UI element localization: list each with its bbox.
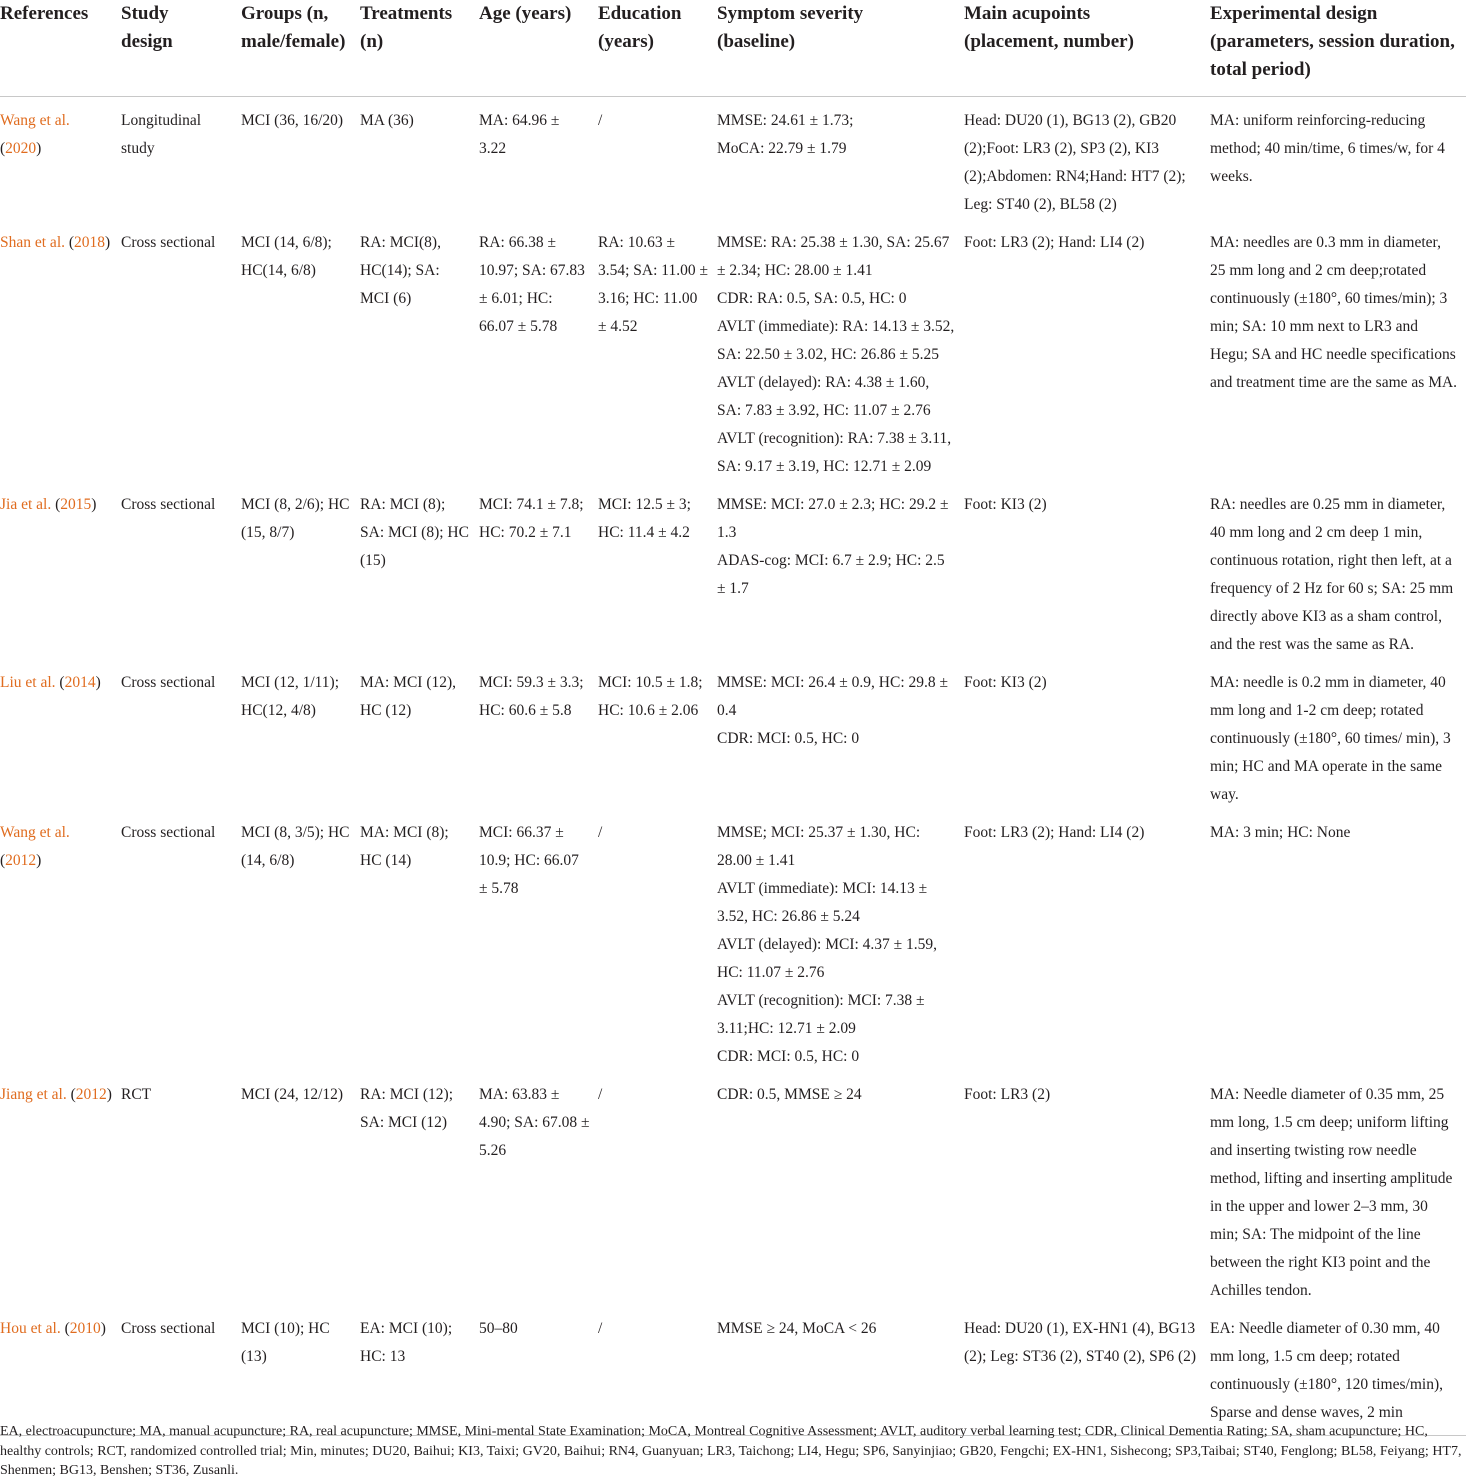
reference-author-link[interactable]: Wang et al. <box>0 112 70 129</box>
header-treatments: Treatments (n) <box>360 3 453 52</box>
reference-cell: Hou et al. (2010) <box>0 1320 106 1337</box>
symptom-severity-cell <box>717 659 964 809</box>
treatments-cell: RA: MCI (12); SA: MCI (12) <box>360 1086 453 1131</box>
education-cell: MCI: 10.5 ± 1.8; HC: 10.6 ± 2.06 <box>598 674 703 719</box>
table-footnote: EA, electroacupuncture; MA, manual acupuncture; RA, real acupuncture; MMSE, Mini-mental State Examination; MoCA, Montreal Cognitive Assessment; AVLT, auditory verbal learning test; CDR, Clinical Dementia Rating; SA, sham acupuncture; HC, healthy controls; RCT, randomized controlled trial; Min, minutes; DU20, Baihui; KI3, Taixi; GV20, Baihui; RN4, Guanyuan; LR3, Taichong; LI4, Hegu; SP6, Sanyinjiao; GB20, Fengchi; EX-HN1, Sishecong; SP3,Taibai; ST40, Fenglong; BL58, Feiyang; HT7, Shenmen; BG13, Benshen; ST36, Zusanli. <box>0 1424 1462 1478</box>
experimental-design-cell: MA: Needle diameter of 0.35 mm, 25 mm long, 1.5 cm deep; uniform lifting and inserting twisting row needle method, lifting and inserting amplitude in the upper and lower 2–3 mm, 30 min; SA: The midpoint of the line between the right KI3 point and the Achilles tendon. <box>1210 1086 1453 1299</box>
reference-year-link[interactable]: 2020 <box>5 140 37 157</box>
symptom-severity-cell <box>717 809 964 1071</box>
experimental-design-cell: RA: needles are 0.25 mm in diameter, 40 mm long and 2 cm deep 1 min, continuous rotation, right then left, at a frequency of 2 Hz for 60 s; SA: 25 mm directly above KI3 as a sham control, and the rest was the same as RA. <box>1210 496 1454 653</box>
groups-cell: MCI (36, 16/20) <box>241 112 344 129</box>
study-design-cell: Cross sectional <box>121 674 216 691</box>
treatments-cell: MA: MCI (8); HC (14) <box>360 824 449 869</box>
reference-cell: Jiang et al. (2012) <box>0 1086 112 1103</box>
groups-cell: MCI (24, 12/12) <box>241 1086 344 1103</box>
reference-cell: Wang et al. (2020) <box>0 112 70 157</box>
severity-entry: MMSE: MCI: 26.4 ± 0.9, HC: 29.8 ± 0.4 <box>717 674 949 719</box>
reference-author-link[interactable]: Wang et al. <box>0 824 70 841</box>
age-cell: MCI: 59.3 ± 3.3; HC: 60.6 ± 5.8 <box>479 674 584 719</box>
severity-entry: AVLT (recognition): MCI: 7.38 ± 3.11;HC: 12.71 ± 2.09 <box>717 992 925 1037</box>
experimental-design-cell: EA: Needle diameter of 0.30 mm, 40 mm long, 1.5 cm deep; rotated continuously (±180°, 120 times/min), Sparse and dense waves, 2 min <box>1210 1320 1443 1421</box>
symptom-severity-cell <box>717 1071 964 1305</box>
education-cell: / <box>598 1086 603 1103</box>
severity-entry: CDR: RA: 0.5, SA: 0.5, HC: 0 <box>717 290 907 307</box>
education-cell: MCI: 12.5 ± 3; HC: 11.4 ± 4.2 <box>598 496 691 541</box>
treatments-cell: RA: MCI(8), HC(14); SA: MCI (6) <box>360 234 441 307</box>
header-experimental-design: Experimental design (parameters, session duration, total period) <box>1210 3 1455 80</box>
acupoints-cell: Foot: LR3 (2) <box>964 1086 1051 1103</box>
groups-cell: MCI (12, 1/11); HC(12, 4/8) <box>241 674 340 719</box>
treatments-cell: MA: MCI (12), HC (12) <box>360 674 457 719</box>
table-row <box>0 809 1466 1071</box>
groups-cell: MCI (8, 3/5); HC (14, 6/8) <box>241 824 350 869</box>
table-row <box>0 97 1466 220</box>
experimental-design-cell: MA: 3 min; HC: None <box>1210 824 1351 841</box>
reference-year-link[interactable]: 2018 <box>74 234 106 251</box>
groups-cell: MCI (14, 6/8); HC(14, 6/8) <box>241 234 332 279</box>
acupoints-cell: Head: DU20 (1), BG13 (2), GB20 (2);Foot: LR3 (2), SP3 (2), KI3 (2);Abdomen: RN4;Hand: HT7 (2); Leg: ST40 (2), BL58 (2) <box>964 112 1186 213</box>
reference-author-link[interactable]: Jiang et al. <box>0 1086 67 1103</box>
reference-year-link[interactable]: 2014 <box>64 674 96 691</box>
severity-entry: MMSE: MCI: 27.0 ± 2.3; HC: 29.2 ± 1.3 <box>717 496 949 541</box>
reference-year-link[interactable]: 2012 <box>75 1086 107 1103</box>
reference-year-link[interactable]: 2010 <box>69 1320 101 1337</box>
age-cell: MCI: 66.37 ± 10.9; HC: 66.07 ± 5.78 <box>479 824 579 897</box>
acupoints-cell: Foot: KI3 (2) <box>964 496 1047 513</box>
acupoints-cell: Head: DU20 (1), EX-HN1 (4), BG13 (2); Leg: ST36 (2), ST40 (2), SP6 (2) <box>964 1320 1197 1365</box>
acupoints-cell: Foot: LR3 (2); Hand: LI4 (2) <box>964 824 1145 841</box>
header-study-design: Study design <box>121 3 173 52</box>
education-cell: RA: 10.63 ± 3.54; SA: 11.00 ± 3.16; HC: 11.00 ± 4.52 <box>598 234 708 335</box>
study-design-cell: Cross sectional <box>121 234 216 251</box>
age-cell: MCI: 74.1 ± 7.8; HC: 70.2 ± 7.1 <box>479 496 584 541</box>
age-cell: MA: 64.96 ± 3.22 <box>479 112 560 157</box>
table-row <box>0 219 1466 481</box>
acupoints-cell: Foot: KI3 (2) <box>964 674 1047 691</box>
study-design-cell: Cross sectional <box>121 824 216 841</box>
severity-entry: CDR: 0.5, MMSE ≥ 24 <box>717 1086 862 1103</box>
header-main-acupoints: Main acupoints (placement, number) <box>964 3 1134 52</box>
symptom-severity-cell <box>717 219 964 481</box>
study-design-cell: RCT <box>121 1086 152 1103</box>
reference-cell: Jia et al. (2015) <box>0 496 97 513</box>
groups-cell: MCI (10); HC (13) <box>241 1320 330 1365</box>
reference-cell: Wang et al. (2012) <box>0 824 70 869</box>
reference-year-link[interactable]: 2012 <box>5 852 37 869</box>
severity-entry: AVLT (immediate): MCI: 14.13 ± 3.52, HC: 26.86 ± 5.24 <box>717 880 928 925</box>
experimental-design-cell: MA: needle is 0.2 mm in diameter, 40 mm long and 1-2 cm deep; rotated continuously (±180°, 60 times/ min), 3 min; HC and MA operate in the same way. <box>1210 674 1451 803</box>
treatments-cell: MA (36) <box>360 112 414 129</box>
reference-author-link[interactable]: Hou et al. <box>0 1320 61 1337</box>
symptom-severity-cell <box>717 1305 964 1436</box>
education-cell: / <box>598 1320 603 1337</box>
severity-entry: MMSE: 24.61 ± 1.73; <box>717 112 854 129</box>
treatments-cell: EA: MCI (10); HC: 13 <box>360 1320 453 1365</box>
severity-entry: AVLT (delayed): RA: 4.38 ± 1.60, SA: 7.83 ± 3.92, HC: 11.07 ± 2.76 <box>717 374 931 419</box>
table-body <box>0 97 1466 1436</box>
age-cell: 50–80 <box>479 1320 518 1337</box>
header-row <box>0 0 1466 97</box>
header-symptom-severity: Symptom severity (baseline) <box>717 3 864 52</box>
symptom-severity-cell <box>717 97 964 220</box>
severity-entry: AVLT (immediate): RA: 14.13 ± 3.52, SA: 22.50 ± 3.02, HC: 26.86 ± 5.25 <box>717 318 955 363</box>
reference-cell: Shan et al. (2018) <box>0 234 111 251</box>
severity-entry: AVLT (delayed): MCI: 4.37 ± 1.59, HC: 11.07 ± 2.76 <box>717 936 938 981</box>
severity-entry: MoCA: 22.79 ± 1.79 <box>717 140 847 157</box>
table-row <box>0 659 1466 809</box>
severity-entry: CDR: MCI: 0.5, HC: 0 <box>717 730 860 747</box>
experimental-design-cell: MA: needles are 0.3 mm in diameter, 25 mm long and 2 cm deep;rotated continuously (±180°, 60 times/min); 3 min; SA: 10 mm next to LR3 and Hegu; SA and HC needle specifications and treatment time are the same as MA. <box>1210 234 1458 391</box>
severity-entry: CDR: MCI: 0.5, HC: 0 <box>717 1048 860 1065</box>
groups-cell: MCI (8, 2/6); HC (15, 8/7) <box>241 496 350 541</box>
treatments-cell: RA: MCI (8); SA: MCI (8); HC (15) <box>360 496 469 569</box>
reference-author-link[interactable]: Jia et al. <box>0 496 52 513</box>
symptom-severity-cell <box>717 481 964 659</box>
study-design-cell: Cross sectional <box>121 1320 216 1337</box>
education-cell: / <box>598 112 603 129</box>
header-education: Education (years) <box>598 3 682 52</box>
age-cell: MA: 63.83 ± 4.90; SA: 67.08 ± 5.26 <box>479 1086 590 1159</box>
header-references: References <box>0 3 89 24</box>
table-row <box>0 1305 1466 1436</box>
age-cell: RA: 66.38 ± 10.97; SA: 67.83 ± 6.01; HC: 66.07 ± 5.78 <box>479 234 585 335</box>
severity-entry: AVLT (recognition): RA: 7.38 ± 3.11, SA: 9.17 ± 3.19, HC: 12.71 ± 2.09 <box>717 430 952 475</box>
reference-year-link[interactable]: 2015 <box>60 496 92 513</box>
severity-entry: MMSE: RA: 25.38 ± 1.30, SA: 25.67 ± 2.34; HC: 28.00 ± 1.41 <box>717 234 950 279</box>
study-design-cell: Cross sectional <box>121 496 216 513</box>
table-row <box>0 1071 1466 1305</box>
severity-entry: ADAS-cog: MCI: 6.7 ± 2.9; HC: 2.5 ± 1.7 <box>717 552 945 597</box>
acupoints-cell: Foot: LR3 (2); Hand: LI4 (2) <box>964 234 1145 251</box>
education-cell: / <box>598 824 603 841</box>
study-design-cell: Longitudinal study <box>121 112 202 157</box>
severity-entry: MMSE; MCI: 25.37 ± 1.30, HC: 28.00 ± 1.41 <box>717 824 921 869</box>
reference-author-link[interactable]: Liu et al. <box>0 674 56 691</box>
header-age: Age (years) <box>479 3 572 24</box>
header-groups: Groups (n, male/female) <box>241 3 346 52</box>
severity-entry: MMSE ≥ 24, MoCA < 26 <box>717 1320 877 1337</box>
experimental-design-cell: MA: uniform reinforcing-reducing method; 40 min/time, 6 times/w, for 4 weeks. <box>1210 112 1445 185</box>
reference-author-link[interactable]: Shan et al. <box>0 234 65 251</box>
table-row <box>0 481 1466 659</box>
reference-cell: Liu et al. (2014) <box>0 674 101 691</box>
